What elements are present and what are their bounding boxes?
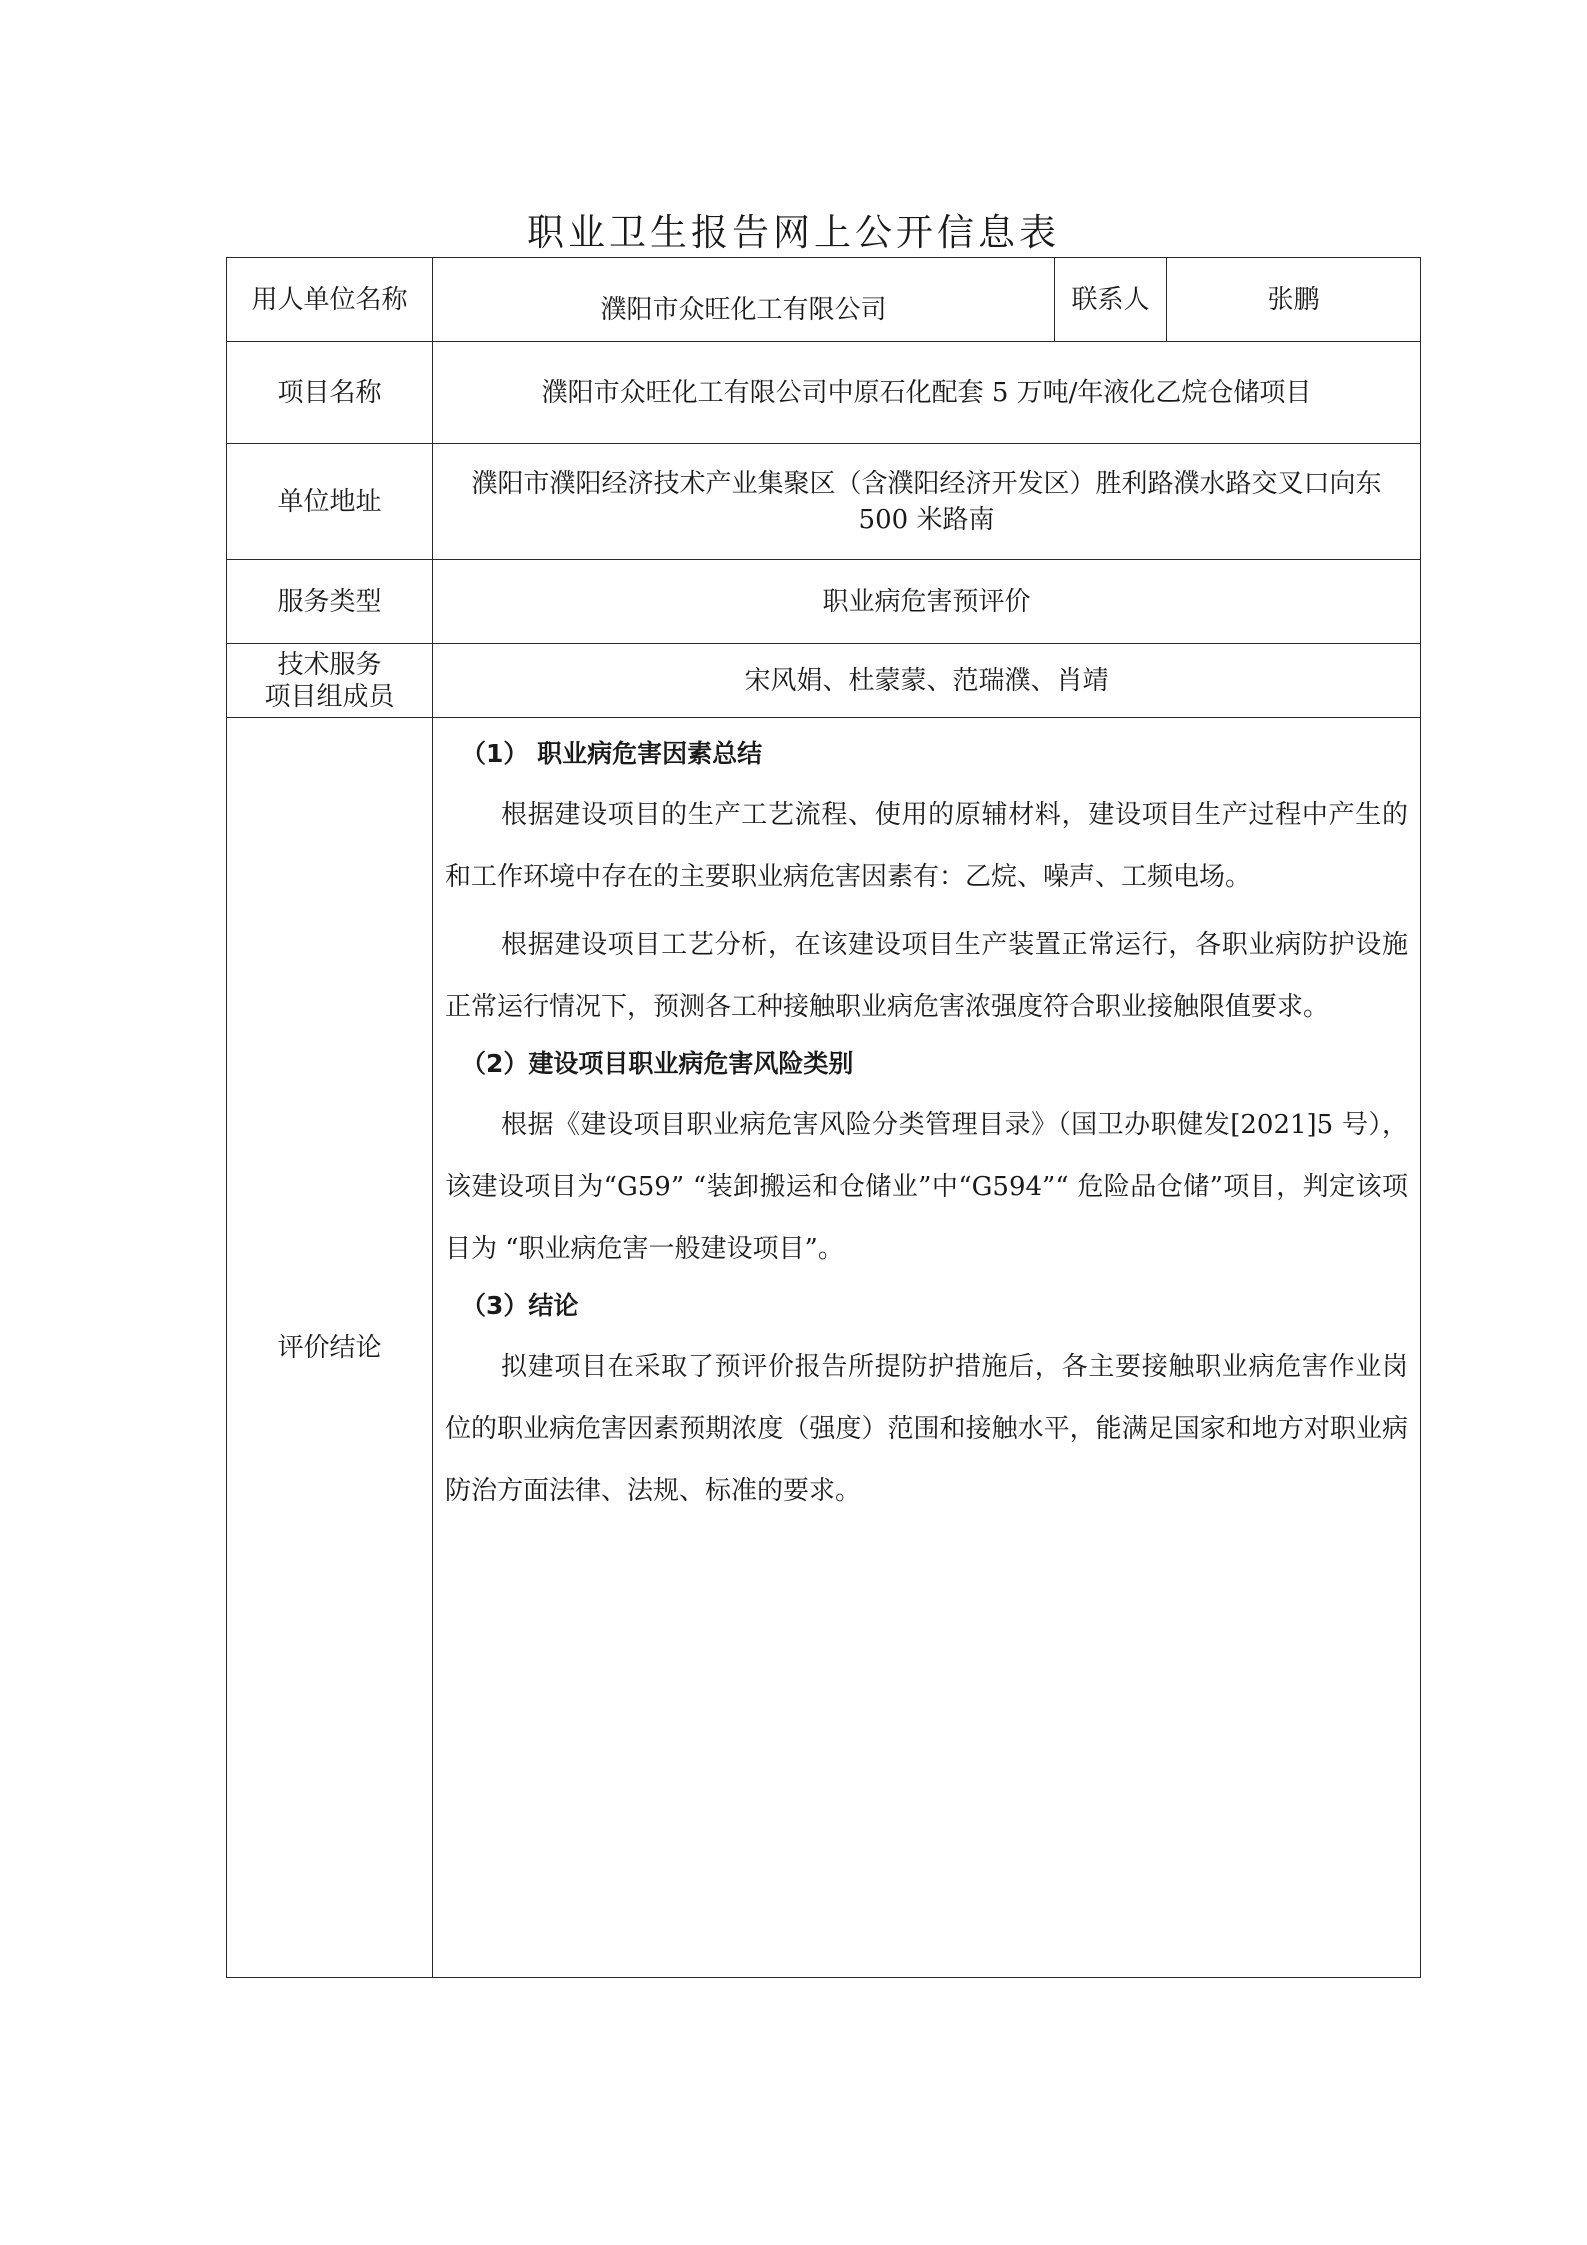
employer-value: 濮阳市众旺化工有限公司: [433, 258, 1055, 342]
conclusion-paragraph-2: 根据建设项目工艺分析，在该建设项目生产装置正常运行，各职业病防护设施正常运行情况下，预测各工种接触职业病危害浓强度符合职业接触限值要求。: [445, 930, 1408, 1022]
info-table: [226, 257, 1421, 1978]
service-label: 服务类型: [227, 560, 433, 644]
conclusion-row: [227, 718, 1421, 1978]
document-title: 职业卫生报告网上公开信息表: [527, 211, 1060, 254]
conclusion-paragraph-4: 拟建项目在采取了预评价报告所提防护措施后，各主要接触职业病危害作业岗位的职业病危害因素预期浓度（强度）范围和接触水平，能满足国家和地方对职业病防治方面法律、法规、标准的要求。: [445, 1352, 1408, 1506]
team-value: 宋风娟、杜蒙蒙、范瑞濮、肖靖: [433, 644, 1421, 718]
service-value: 职业病危害预评价: [433, 560, 1421, 644]
conclusion-label: 评价结论: [277, 1332, 382, 1363]
project-value: 濮阳市众旺化工有限公司中原石化配套 5 万吨/年液化乙烷仓储项目: [433, 342, 1421, 444]
conclusion-heading-2: （2）建设项目职业病危害风险类别: [461, 1049, 854, 1078]
conclusion-label-cell: [227, 718, 433, 1978]
conclusion-body: [433, 718, 1421, 1978]
contact-label: 联系人: [1055, 258, 1167, 342]
team-label: [227, 644, 433, 718]
conclusion-paragraph-3: 根据《建设项目职业病危害风险分类管理目录》（国卫办职健发[2021]5 号），该建设项目为“G59” “装卸搬运和仓储业”中“G594”“ 危险品仓储”项目，判定该项目为 “职业病危害一般建设项目”。: [445, 1110, 1408, 1264]
team-label-line1: 技术服务: [277, 649, 382, 680]
project-label: 项目名称: [227, 342, 433, 444]
conclusion-paragraph-1: 根据建设项目的生产工艺流程、使用的原辅材料，建设项目生产过程中产生的和工作环境中存在的主要职业病危害因素有：乙烷、噪声、工频电场。: [445, 800, 1408, 892]
team-label-line2: 项目组成员: [264, 681, 395, 712]
employer-row: [227, 258, 1421, 342]
contact-value: 张鹏: [1167, 258, 1421, 342]
team-row: [227, 644, 1421, 718]
employer-label: 用人单位名称: [227, 258, 433, 342]
address-row: [227, 444, 1421, 560]
address-value: 濮阳市濮阳经济技术产业集聚区（含濮阳经济开发区）胜利路濮水路交叉口向东 500 米路南: [433, 444, 1421, 560]
conclusion-heading-1: （1） 职业病危害因素总结: [461, 739, 763, 768]
conclusion-heading-3: （3）结论: [461, 1291, 579, 1320]
project-row: [227, 342, 1421, 444]
address-label: 单位地址: [227, 444, 433, 560]
service-row: [227, 560, 1421, 644]
